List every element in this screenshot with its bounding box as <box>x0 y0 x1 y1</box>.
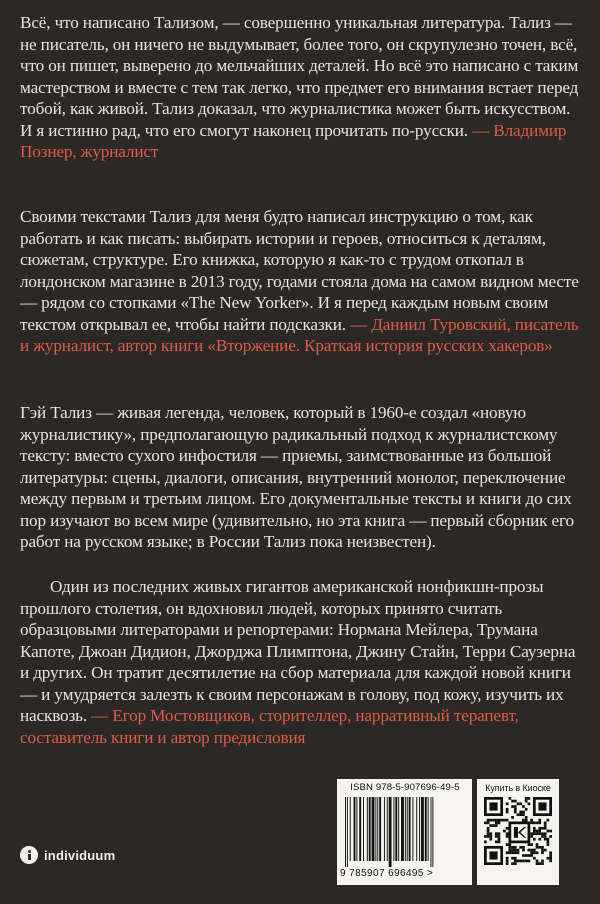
barcode-bars <box>345 797 464 867</box>
blurb-turovsky <box>20 206 580 357</box>
blurb-mostovshchikov <box>20 576 580 748</box>
isbn-label: ISBN 978-5-907696-49-5 <box>350 782 460 793</box>
blurb-text: Всё, что написано Тализом, — совершенно уникальная литература. Тализ — не писатель, он ничего не выдумывает, более того, он скрупулезно точен, всё, что он пишет, выверено до мельчайших деталей. Но всё это написано с таким мастерством и вместе с тем так легко, что предмет его внимания встает перед тобой, как живой. Тализ доказал, что журналистика может быть искусством. И я истинно рад, что его смогут наконец прочитать по-русски. <box>20 13 579 140</box>
blurb-attribution: — Егор Мостовщиков, сторителлер, нарративный терапевт, составитель книги и автор предисловия <box>20 706 519 747</box>
description-text: Гэй Тализ — живая легенда, человек, который в 1960-е создал «новую журналистику», предполагающую радикальный подход к журналистскому тексту: вместо сухого инфостиля — приемы, заимствованные из большой литературы: сцены, диалоги, описания, внутренний монолог, переключение между первым и третьим лицом. Его документальные тексты и книги до сих пор изучают во всем мире (удивительно, но эта книга — первый сборник его работ на русском языке; в России Тализ пока неизвестен). <box>20 403 574 551</box>
publisher-logo <box>20 846 115 864</box>
blurb-text: Своими текстами Тализ для меня будто написал инструкцию о том, как работать и как писать: выбирать истории и героев, относиться к деталям, сюжетам, структуре. Его книжка, которую я как-то с трудом откопал в лондонском магазине в 2013 году, годами стояла дома на самом видном месте — рядом со стопками «The New Yorker». И я перед каждым новым своим текстом открывал ее, чтобы найти подсказки. <box>20 207 579 334</box>
qr-code-icon[interactable] <box>484 797 552 865</box>
isbn-barcode <box>337 779 472 885</box>
qr-label: Купить в Киоске <box>485 783 551 793</box>
blurb-attribution: — Даниил Туровский, писатель и журналист, автор книги «Вторжение. Краткая история русских хакеров» <box>20 314 579 355</box>
blurb-text: Один из последних живых гигантов американской нонфикшн-прозы прошлого столетия, он вдохновил людей, которых принято считать образцовыми литераторами и репортерами: Нормана Мейлера, Трумана Капоте, Джоан Дидион, Джорджа Плимптона, Джину Стайн, Терри Саузерна и других. Он тратит десятилетие на сбор материала для каждой новой книги — и умудряется залезть к своим персонажам в голову, под кожу, изучить их насквозь. <box>20 577 576 725</box>
info-circle-icon <box>20 846 38 864</box>
description-paragraph <box>20 402 580 553</box>
blurb-attribution: — Владимир Познер, журналист <box>20 120 567 161</box>
qr-panel[interactable] <box>477 779 559 885</box>
blurb-pozner <box>20 12 580 163</box>
barcode-digits: 9 785907 696495 > <box>340 868 434 879</box>
publisher-name: individuum <box>44 847 116 863</box>
